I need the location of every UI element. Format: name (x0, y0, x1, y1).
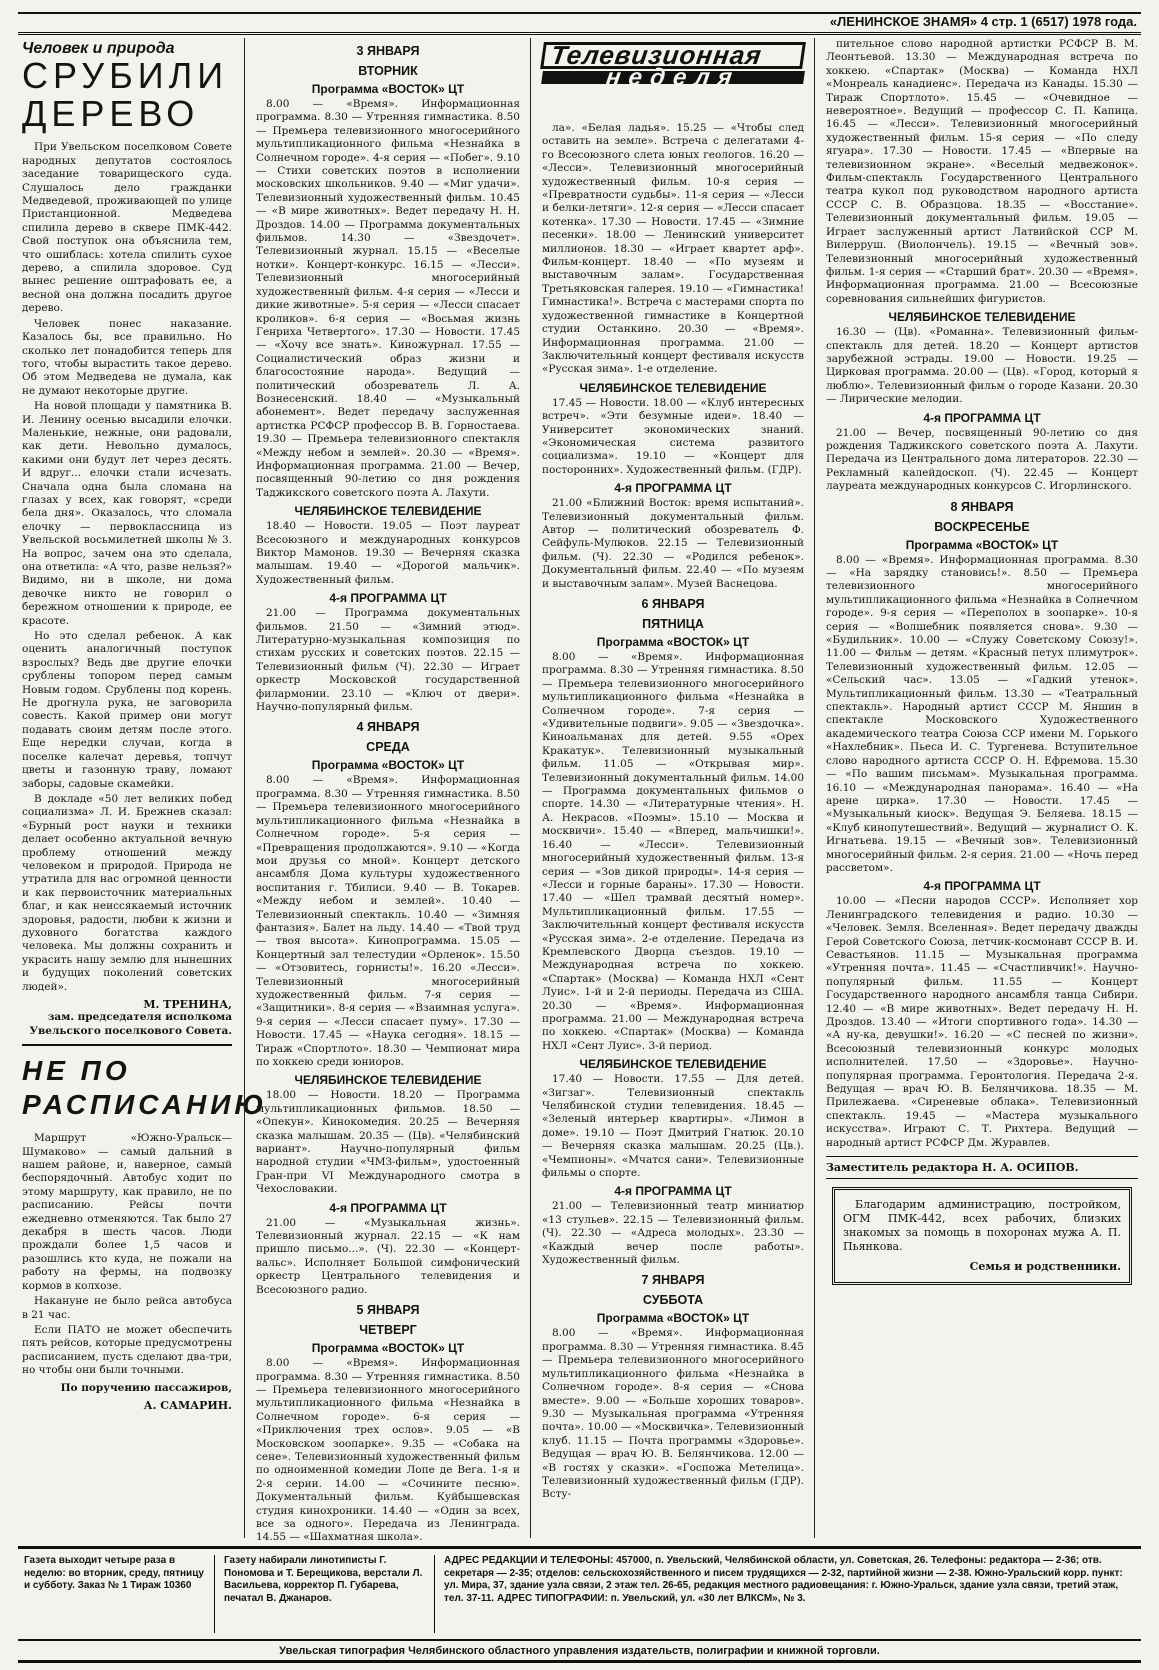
day-heading: 5 ЯНВАРЯ (356, 1303, 420, 1318)
channel-heading: 4-я ПРОГРАММА ЦТ (923, 879, 1041, 894)
day-heading: ЧЕТВЕРГ (359, 1323, 417, 1338)
article-signature: М. ТРЕНИНА, (143, 998, 232, 1011)
day-heading: СРЕДА (366, 740, 410, 755)
program-listing: 8.00 — «Время». Информационная программа. 8.30 — Утренняя гимнастика. 8.50 — Премьера телевизионного многосерийного мультипликационного фильма «Незнайка в Солнечном городе». 6-я серия — «Приключения трех ослов». 9.05 — «В Московском зоопарке». 9.35 — «Собака на сене». Телевизионный художественный фильм по одноименной комедии Лопе де Вега. 1-я и 2-я серии. 14.00 — «Сочините песню». Документальный фильм. Куйбышевская студия кинохроники. 14.40 — «Один за всех, все за одного». Передача из Ленинграда. 14.55 — «Шахматная школа». (256, 1357, 520, 1544)
program-listing: 21.00 — «Музыкальная жизнь». Телевизионный журнал. 22.15 — «К нам пришло письмо...». (Ч). 22.30 — «Концерт-вальс». Исполняет Большой симфонический оркестр Центрального телевидения и Всесоюзного радио. (256, 1216, 520, 1296)
channel-heading: 4-я ПРОГРАММА ЦТ (329, 1200, 447, 1215)
column-rule (244, 38, 245, 1538)
channel-heading: ЧЕЛЯБИНСКОЕ ТЕЛЕВИДЕНИЕ (294, 1073, 482, 1088)
day-heading: 8 ЯНВАРЯ (950, 499, 1014, 514)
paragraph: Маршрут «Южно-Уральск—Шумаково» — самый дальний в нашем районе, и, наверное, самый беспорядочный. Автобус ходит по этому маршруту, как правило, не по расписанию. Рейсы почти ежедневно отменяются. Так было 27 декабря в шесть часов. Люди прождали более 1,5 часов и разошлись кто куда, не пожали на работу на фермы, на подвозку кормов в колхозе. (22, 1132, 232, 1292)
deputy-editor: Заместитель редактора Н. А. ОСИПОВ. (826, 1156, 1138, 1179)
day-heading: ВОСКРЕСЕНЬЕ (934, 519, 1030, 534)
article-column (22, 38, 268, 1538)
day-heading: 3 ЯНВАРЯ (356, 44, 420, 58)
program-listing: 8.00 — «Время». Информационная программа. 8.30 — «На зарядку становись!». 8.50 — Премьера телевизионного многосерийного мультипликационного фильма «Незнайка в Солнечном городе». 9-я серия — «Переполох в зоопарке». 10-я серия — «Волшебник появляется снова». 9.30 — «Будильник». 10.00 — «Служу Советскому Союзу!». 11.00 — Фильм — детям. «Красный петух плимутрок». Телевизионный художественный фильм. 12.05 — «Сельский час». 13.05 — «Гадкий утенок». Мультипликационный фильм. 13.30 — «Театральный спектакль». Народный артист СССР М. Яншин в спектакле Московского Художественного академического театра Союза ССР имени М. Горького «Нахлебник». Пьеса И. С. Тургенева. Вступительное слово народного артиста СССР О. Н. Ефремова. 15.30 — «По вашим письмам». Музыкальная программа. 16.10 — «Международная панорама». 16.40 — «На арене цирка». 17.30 — Новости. 17.45 — «Музыкальный киоск». Ведущая Э. Беляева. 18.15 — «Клуб кинопутешествий». Ведущий — журналист О. К. Игнатьева. 19.15 — «Вечный зов». Телевизионный многосерийный фильм. 2-я серия. 21.00 — «Ночь перед рассветом». (826, 553, 1138, 874)
channel-heading: ЧЕЛЯБИНСКОЕ ТЕЛЕВИДЕНИЕ (888, 310, 1076, 325)
channel-heading: 4-я ПРОГРАММА ЦТ (614, 481, 732, 496)
masthead: «ЛЕНИНСКОЕ ЗНАМЯ» 4 стр. 1 (6517) 1978 года. (18, 12, 1141, 35)
tv-schedule-column (256, 38, 520, 1544)
day-heading: 6 ЯНВАРЯ (641, 597, 705, 611)
tv-week-logo (542, 42, 804, 116)
channel-heading: ЧЕЛЯБИНСКОЕ ТЕЛЕВИДЕНИЕ (294, 504, 482, 519)
article-body (22, 141, 232, 994)
typesetters-credits: Газету набирали линотиписты Г. Пономова и Т. Берещикова, верстали Л. Васильева, корректор П. Губарева, печатал В. Джанаров. (224, 1555, 423, 1604)
day-heading: 4 ЯНВАРЯ (356, 720, 420, 735)
paragraph: Если ПАТО не может обеспечить пять рейсов, которые предусмотрены расписанием, пусть сделают два-три, но чтобы они были точными. (22, 1323, 232, 1377)
column-rule (814, 38, 815, 1538)
channel-heading: Программа «ВОСТОК» ЦТ (596, 1311, 750, 1326)
program-listing: 8.00 — «Время». Информационная программа. 8.30 — Утренняя гимнастика. 8.50 — Премьера телевизионного многосерийного мультипликационного фильма «Незнайка в Солнечном городе». 7-я серия — «Удивительные подвиги». 9.05 — «Звездочка». Киноальманах для детей. 9.55 «Орех Кракатук». Телевизионный музыкальный фильм. 11.05 — «Открывая мир». Телевизионный документальный фильм. 14.00 — Программа документальных фильмов о спорте. 14.30 — «Литературные чтения». Н. А. Некрасов. «Поэмы». 15.10 — Москва и москвичи». 15.40 — «Вперед, мальчишки!». 16.40 — «Лесси». Телевизионный многосерийный художественный фильм. 13-я серия — «Зов дикой природы». 14-я серия — «Лесси и горные бараны». 17.30 — Новости. 17.40 — «Шел трамвай десятый номер». Мультипликационный фильм. 17.55 — Заключительный концерт фестиваля искусств «Русская зима». 2-е отделение. Передача из Кремлевского Дворца съездов. 19.10 — Международная встреча по хоккею. «Спартак» (Москва) — Команда НХЛ «Сент Луис». 1-й и 2-й периоды. Передача из США. 20.30 — «Время». Информационная программа. 21.00 — Международная встреча по хоккею. «Спартак» (Москва) — Команда НХЛ «Сент Луис». 3-й период. (542, 651, 804, 1052)
tv-schedule-column (826, 38, 1138, 1538)
second-article-body (22, 1132, 232, 1377)
program-listing: 17.40 — Новости. 17.55 — Для детей. «Зигзаг». Телевизионный спектакль Челябинской студии телевидения. 18.45 — «Зеленый интерьер квартиры». «Лимон в доме». 19.10 — Поэт Дмитрий Гнатюк. 20.10 — Вечерняя сказка малышам. 20.25 (Цв.). «Чемпионы». «Мчатся сани». Телевизионные фильмы о спорте. (542, 1073, 804, 1180)
headline-line: НЕ ПО (22, 1055, 131, 1087)
day-heading: СУББОТА (642, 1293, 704, 1308)
program-listing: пительное слово народной артистки РСФСР В. М. Леонтьевой. 13.30 — Международная встреча по хоккею. «Спартак» (Москва) — Команда НХЛ «Монреаль канадиенс». Передача из Канады. 15.30 — Тираж Спортлото». 15.45 — «Очевидное — невероятное». Ведущий — профессор С. П. Капица. 16.45 — «Лесси». Телевизионный многосерийный художественный фильм. 15-я серия — «По следу ягуара». 17.30 — Новости. 17.45 — «Впервые на телевизионном экране». «Веселый медвежонок». Фильм-спектакль Государственного Центрального театра кукол под руководством народного артиста СССР С. В. Образцова. 18.35 — «Восстание». Телевизионный документальный фильм. 19.05 — Играет заслуженный артист Латвийской ССР М. Вилерруш. (Виолончель). 19.15 — «Вечный зов». Телевизионный многосерийный художественный фильм. 1-я серия — «Старший брат». 20.30 — «Время». Информационная программа. 21.00 — Всесоюзные соревнования сильнейших фигуристов. (826, 38, 1138, 305)
program-listing: 8.00 — «Время». Информационная программа. 8.30 — Утренняя гимнастика. 8.45 — Премьера телевизионного многосерийного мультипликационного фильма «Незнайка в Солнечном городе». 8-я серия — «Снова вместе». 9.00 — «Больше хороших товаров». 9.30 — Музыкальная программа «Утренняя почта». 10.00 — «Москвичка». Телевизионный клуб. 11.15 — Почта программы «Здоровье». Ведущая — врач Ю. В. Белянчикова. 12.00 — «В гостях у сказки». «Госпожа Метелица». Телевизионный художественный фильм (ГДР). Всту- (542, 1327, 804, 1501)
logo-line: Телевизионная (540, 42, 806, 69)
channel-heading: Программа «ВОСТОК» ЦТ (311, 758, 465, 773)
paragraph: В докладе «50 лет великих побед социализма» Л. И. Брежнев сказал: «Бурный рост науки и техники делает особенно актуальной вечную проблему отношений между человеком и природой. Природа не утратила для нас огромной ценности и как первоисточник материальных благ, и как неиссякаемый источник здоровья, радости, любви к жизни и духовного богатства каждого человека. Мы должны сохранить и украсить нашу землю для нынешних и будущих поколений советских людей». (22, 792, 232, 993)
tv-schedule-body (542, 122, 804, 1502)
paragraph: При Увельском поселковом Совете народных депутатов состоялось заседание товарищеского суда. Слушалось дело гражданки Медведевой, проживающей по улице Пристанционной. Медведева спилила дерево в сквере ПМК-442. Свой поступок она объяснила тем, что ошиблась: хотела спилить сухое дерево, а спилила здоровое. Суд вынес решение оштрафовать ее, а весной она должна посадить другое дерево. (22, 141, 232, 315)
tv-schedule-body (826, 38, 1138, 1150)
imprint-footer (18, 1546, 1141, 1641)
day-heading: 7 ЯНВАРЯ (641, 1273, 705, 1288)
program-listing: 10.00 — «Песни народов СССР». Исполняет хор Ленинградского телевидения и радио. 10.30 — «Человек. Земля. Вселенная». Ведет передачу дважды Герой Советского Союза, летчик-космонавт СССР В. И. Севастьянов. 11.15 — Музыкальная программа «Утренняя почта». 11.45 — «Счастливчик!». Научно-популярный фильм. 11.55 — Концерт Государственного народного ансамбля танца Сибири. 12.40 — «В мире животных». Ведет передачу Н. Н. Дроздов. 13.40 — «Итоги спортивного года». 14.30 — «А ну-ка, девушки!». 16.20 — «С песней по жизни». Всесоюзный телевизионный конкурс молодых исполнителей. 17.50 — «Здоровье». Научно-популярная программа. Геронтология. Передача 2-я. Ведущая — врач Ю. В. Белянчикова. 18.35 — М. Прилежаева. «Сиреневые облака». Телевизионный спектакль. 19.45 — «Мастера музыкального искусства». Играют С. Т. Рихтера. Ведущий — народный артист РСФСР Дм. Журавлев. (826, 895, 1138, 1149)
condolence-notice (832, 1187, 1132, 1285)
channel-heading: 4-я ПРОГРАММА ЦТ (614, 1184, 732, 1199)
footer-divider (434, 1555, 435, 1633)
program-listing: 21.00 «Ближний Восток: время испытаний». Телевизионный документальный фильм. Автор — политический обозреватель Ф. Сейфуль-Мулюков. 22.15 — Телевизионный фильм. (Ч). 22.30 — «Родился ребенок». Документальный фильм. 22.40 — «По музеям и выставочным залам». Музей Васнецова. (542, 497, 804, 590)
notice-signature: Семья и родственники. (969, 1260, 1121, 1274)
notice-text: Благодарим администрацию, постройком, ОГМ ПМК-442, всех рабочих, близких знакомых за помощь в похоронах мужа А. П. Пьянкова. (843, 1198, 1121, 1254)
channel-heading: 4-я ПРОГРАММА ЦТ (329, 591, 447, 606)
paragraph: На новой площади у памятника В. И. Ленину осенью высадили елочки. Маленькие, нежные, они радовали, как дети. Невольно думалось, какими они будут лет через десять. И вдруг... елочки стали исчезать. Сначала одна была сломана на глазах у всех, как говорят, «среди бела дня». Оказалось, что сломала елочку — первоклассница из Увельской восьмилетней школы № 3. На вопрос, зачем она это сделала, она ответила: «А что, разве нельзя?» Видимо, ни в школе, ни дома девочке никто не говорил о бережном отношении к природе, ее красоте. (22, 400, 232, 627)
headline-line: СРУБИЛИ (22, 55, 229, 97)
program-listing: 8.00 — «Время». Информационная программа. 8.30 — Утренняя гимнастика. 8.50 — Премьера телевизионного многосерийного мультипликационного фильма «Незнайка в Солнечном городе». 4-я серия — «Побег». 9.10 — Стихи советских поэтов в исполнении московских школьников. 9.40 — «Миг удачи». Телевизионный художественный фильм. 10.45 — «В мире животных». Ведет передачу Н. Н. Дроздов. 14.00 — Программа документальных фильмов. 14.30 — «Звездочет». Телевизионный журнал. 15.15 — «Веселые нотки». Концерт-конкурс. 16.15 — «Лесси». Телевизионный многосерийный художественный фильм. 4-я серия — «Лесси и дикие животные». 5-я серия — «Лесси спасает кроликов». 6-я серия — «Восьмая жизнь Генриха Четвертого». 17.30 — Новости. 17.45 — «Хочу все знать». Киножурнал. 17.55 — Социалистический образ жизни и благосостояние народа». Ведущий — политический обозреватель Л. А. Вознесенский. 18.40 — «Музыкальный абонемент». Ведет передачу заслуженная артистка РСФСР профессор В. В. Горностаева. 19.30 — Премьера телевизионного спектакля «Между небом и землей». 20.30 — «Время». Информационная программа. 21.00 — Вечер, посвященный 90-летию со дня рождения Таджикского советского поэта А. Лахути. (256, 98, 520, 499)
program-listing: ла». «Белая ладья». 15.25 — «Чтобы след оставить на земле». Встреча с делегатами 4-го Всесоюзного слета юных геологов. 16.20 — «Лесси». Телевизионный многосерийный художественный фильм. 10-я серия — «Превратности судьбы». 11-я серия — «Лесси и белки-летяги». 12-я серия — «Лесси спасает котенка». 17.30 — Новости. 17.45 — «Зимние песенки». 18.00 — Ленинский университет миллионов. 18.30 — «Играет квартет арф». Фильм-концерт. 18.40 — «По музеям и выставочным залам». Государственная Третьяковская галерея. 19.10 — «Гимнастика! Гимнастика!». Встреча с мастерами спорта по художественной гимнастике в Концертной студии Останкино. 20.30 — «Время». Информационная программа. 21.00 — Заключительный концерт фестиваля искусств «Русская зима». 1-е отделение. (542, 122, 804, 376)
channel-heading: Программа «ВОСТОК» ЦТ (596, 635, 750, 649)
printing-house-line: Увельская типография Челябинского областного управления издательств, полиграфии и книжной торговли. (18, 1642, 1141, 1663)
paragraph: Но это сделал ребенок. А как оценить аналогичный поступок взрослых? Ведь две другие елочки срублены топором перед самым Новым годом. Срублены под корень. Не дрогнула рука, не заговорила совесть. Какой пример они могут подавать своим детям после этого. Еще нередки случаи, когда в поселке калечат деревья, топчут цветы и газонную траву, ломают заборы, садовые скамейки. (22, 630, 232, 790)
footer-divider (214, 1555, 215, 1633)
paragraph: Накануне не было рейса автобуса в 21 час. (22, 1295, 232, 1321)
channel-heading: Программа «ВОСТОК» ЦТ (311, 1341, 465, 1356)
program-listing: 21.00 — Вечер, посвященный 90-летию со дня рождения Таджикского советского поэта А. Лахути. Передача из Центрального дома литераторов. 22.30 — Рекламный калейдоскоп. (Ч). 22.45 — Концерт лауреата международных конкурсов С. Игорлинского. (826, 426, 1138, 493)
program-listing: 18.00 — Новости. 18.20 — Программа мультипликационных фильмов. 18.50 — «Опекун». Кинокомедия. 20.25 — Вечерняя сказка малышам. 20.35 — (Цв). «Челябинский вариант». Научно-популярный фильм народной студии «ЧМЗ-фильм», удостоенный Гран-при VI Международного смотра в Чехословакии. (256, 1089, 520, 1196)
article-kicker: Человек и природа (22, 40, 175, 57)
second-article-headline (22, 1044, 268, 1122)
program-listing: 16.30 — (Цв). «Романна». Телевизионный фильм-спектакль для детей. 18.20 — Концерт артистов зарубежной эстрады. 19.00 — Новости. 19.25 — Цирковая программа. 20.00 — (Цв). «Город, который я люблю». Телевизионный фильм о городе Казани. 20.30 — Лирические мелодии. (826, 326, 1138, 406)
article-signature-title: зам. председателя исполкома Увельского поселкового Совета. (29, 1011, 232, 1037)
column-rule (530, 38, 531, 1538)
channel-heading: 4-я ПРОГРАММА ЦТ (923, 410, 1041, 425)
tv-schedule-column (542, 38, 804, 1538)
second-article-signature-title: По поручению пассажиров, (60, 1381, 232, 1394)
second-article-signature: А. САМАРИН. (143, 1398, 232, 1412)
program-listing: 21.00 — Телевизионный театр миниатюр «13 стульев». 22.15 — Телевизионный фильм. (Ч). 22.30 — «Адреса молодых». 23.30 — «Каждый вечер после работы». Художественный фильм. (542, 1200, 804, 1267)
program-listing: 21.00 — Программа документальных фильмов. 21.50 — «Зимний этюд». Литературно-музыкальная композиция по стихам русских и советских поэтов. 22.15 — Телевизионный фильм (Ч). 22.30 — Играет оркестр Московской государственной филармонии. 23.10 — «Ключ от двери». Научно-популярный фильм. (256, 607, 520, 714)
day-heading: ВТОРНИК (358, 64, 418, 78)
channel-heading: Программа «ВОСТОК» ЦТ (311, 82, 465, 96)
publication-schedule: Газета выходит четыре раза в неделю: во вторник, среду, пятницу и субботу. Заказ № 1 Тираж 10360 (24, 1555, 204, 1591)
headline-line: РАСПИСАНИЮ (22, 1089, 268, 1121)
channel-heading: ЧЕЛЯБИНСКОЕ ТЕЛЕВИДЕНИЕ (579, 1057, 767, 1072)
program-listing: 18.40 — Новости. 19.05 — Поэт лауреат Всесоюзного и международных конкурсов Виктор Мамонов. 19.30 — Вечерняя сказка малышам. 19.40 — «Дорогой мальчик». Художественный фильм. (256, 520, 520, 586)
logo-line: неделя (541, 71, 805, 84)
editorial-address: АДРЕС РЕДАКЦИИ И ТЕЛЕФОНЫ: 457000, п. Увельский, Челябинской области, ул. Советская, 26. Телефоны: редактора — 2-36; отв. секретаря — 2-35; отделов: сельскохозяйственного и писем трудящихся — 2-32, партийной жизни — 2-38. Южно-Уральский корр. пункт: ул. Мира, 37, здание узла связи, 2 этаж тел. 26-65, редакция местного радиовещания: г. Южно-Уральск, здание узла связи, третий этаж, тел. 37-11. АДРЕС ТИПОГРАФИИ: п. Увельский, ул. «30 лет ВЛКСМ», № 3. (444, 1555, 1123, 1604)
channel-heading: ЧЕЛЯБИНСКОЕ ТЕЛЕВИДЕНИЕ (579, 380, 767, 395)
paragraph: Человек понес наказание. Казалось бы, все правильно. Но сколько лет понадобится теперь для того, чтобы вырастить такое дерево. Об этом Медведева не думала, как не думают некоторые другие. (22, 317, 232, 397)
article-headline (22, 57, 232, 133)
day-heading: ПЯТНИЦА (642, 617, 704, 631)
program-listing: 17.45 — Новости. 18.00 — «Клуб интересных встреч». «Эти безумные идеи». 18.40 — Университет экономических знаний. «Экономическая система развитого социализма». 19.10 — «Концерт для посторонних». Художественный фильм. (ГДР). (542, 396, 804, 476)
headline-line: ДЕРЕВО (22, 93, 200, 135)
program-listing: 8.00 — «Время». Информационная программа. 8.30 — Утренняя гимнастика. 8.50 — Премьера телевизионного многосерийного мультипликационного фильма «Незнайка в Солнечном городе». 5-я серия — «Превращения продолжаются». 9.10 — «Когда мои друзья со мной». Концерт детского ансамбля Дома культуры художественного воспитания г. Тбилиси. 9.40 — В. Токарев. «Между небом и землей». 10.40 — Телевизионный спектакль. 10.40 — «Зимняя фантазия». Балет на льду. 14.40 — «Твой труд — твоя высота». Кинопрограмма. 15.05 — Концертный зал телестудии «Орленок». 15.50 — «Отзовитесь, горнисты!». 16.20 «Лесси». Телевизионный многосерийный художественный фильм. 7-я серия — «Защитники». 8-я серия — «Взаимная услуга». 9-я серия — «Лесси спасает пуму». 17.30 — Новости. 17.45 — «Наука сегодня». 18.15 — Тираж «Спортлото». 18.30 — Чемпионат мира по хоккею среди юниоров. (256, 774, 520, 1068)
channel-heading: Программа «ВОСТОК» ЦТ (905, 537, 1059, 552)
